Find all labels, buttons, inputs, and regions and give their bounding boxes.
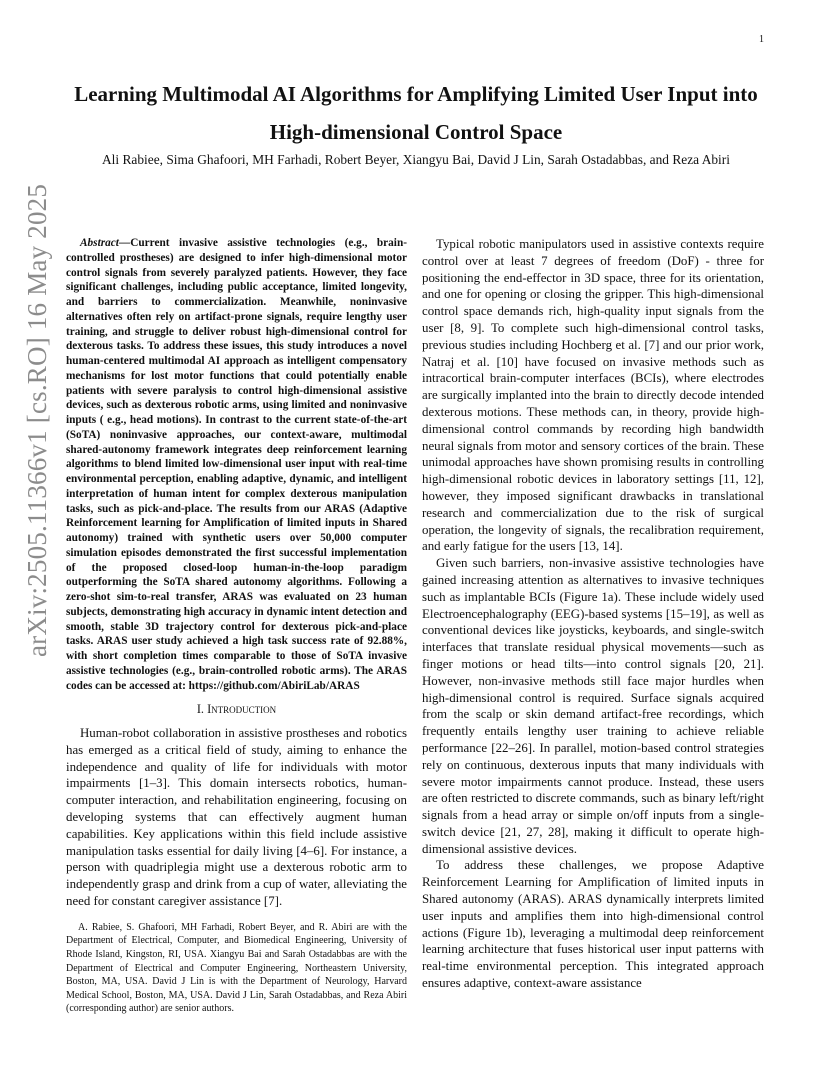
right-column <box>422 236 764 992</box>
left-column <box>66 236 407 1016</box>
abstract: Abstract—Current invasive assistive technologies (e.g., brain-controlled prostheses) are designed to infer high-dimensional motor control signals from severely paralyzed patients. However, they face significant challenges, including public acceptance, limited longevity, and barriers to commercialization. Meanwhile, noninvasive alternatives often rely on artifact-prone signals, require lengthy user training, and struggle to deliver robust high-dimensional control for dexterous tasks. To address these issues, this study introduces a novel human-centered multimodal AI approach as intelligent compensatory mechanisms for lost motor functions that could potentially enable patients with severe paralysis to control high-dimensional assistive devices, such as dexterous robotic arms, using limited and noninvasive inputs ( e.g., head motions). In contrast to the current state-of-the-art (SoTA) noninvasive approaches, our context-aware, multimodal shared-autonomy framework integrates deep reinforcement learning algorithms to blend limited low-dimensional user input with real-time environmental perception, enabling adaptive, dynamic, and intelligent interpretation of human intent for complex dexterous manipulation tasks, such as pick-and-place. The results from our ARAS (Adaptive Reinforcement learning for Amplification of limited inputs in Shared autonomy) trained with synthetic users over 50,000 computer simulation episodes demonstrated the first successful implementation of the proposed closed-loop human-in-the-loop paradigm outperforming the SoTA shared autonomy algorithms. Following a zero-shot sim-to-real transfer, ARAS was evaluated on 23 human subjects, demonstrating high accuracy in dynamic intent detection and smooth, stable 3D trajectory control for dexterous pick-and-place tasks. ARAS user study achieved a high task success rate of 92.88%, with short completion times comparable to those of SoTA invasive assistive technologies (e.g., brain-controlled robotic arms). The ARAS codes can be accessed at: https://github.com/AbiriLab/ARAS <box>66 237 407 692</box>
intro-paragraph: Human-robot collaboration in assistive prostheses and robotics has emerged as a critical field of study, aiming to enhance the independence and quality of life for individuals with motor impairments [1–3]. This domain intersects robotics, human-computer interaction, and rehabilitation engineering, focusing on developing systems that can effectively augment human capabilities. Key applications within this field include assistive manipulation tasks essential for daily living [4–6]. For instance, a person with quadriplegia might use a dexterous robotic arm to independently grasp and drink from a cup of water, alleviating the need for constant caregiver assistance [7]. <box>66 726 407 909</box>
arxiv-identifier-stamp[interactable]: arXiv:2505.11366v1 [cs.RO] 16 May 2025 <box>22 183 52 657</box>
paper-title: Learning Multimodal AI Algorithms for Amplifying Limited User Input into High-dimensional Control Space <box>74 82 758 144</box>
section-heading-introduction <box>66 701 407 718</box>
page-number: 1 <box>759 34 764 45</box>
section-title: Introduction <box>207 702 277 717</box>
body-paragraph: Typical robotic manipulators used in assistive contexts require control over at least 7 degrees of freedom (DoF) - three for positioning the end-effector in 3D space, three for its orientation, and one for opening or closing the gripper. This high-dimensional control space demands rich, high-quality input signals from the user [8, 9]. To complete such high-dimensional control tasks, previous studies including Hochberg et al. [7] and our prior work, Natraj et al. [10] have focused on invasive methods such as intracortical brain-computer interfaces (BCIs), where electrodes are surgically implanted into the brain to directly decode intended dexterous motions. These methods can, in theory, provide high-dimensional control commands by recording high bandwidth neural signals from motor and sensory cortices of the brain. These unimodal approaches have shown promising results in controlling high-dimensional robotic devices in laboratory settings [11, 12], however, they imposed significant drawbacks in translational research and commercialization due to the risk of surgical operation, the longevity of signals, the recalibration requirement, and early fatigue for the users [13, 14]. <box>422 237 764 554</box>
body-paragraph: Given such barriers, non-invasive assistive technologies have gained increasing attention as alternatives to invasive techniques such as implantable BCIs (Figure 1a). These include widely used Electroencephalography (EEG)-based systems [15–19], as well as conventional devices like joysticks, keyboards, and single-switch interfaces that translate residual physical movements—such as finger motions or head tilts—into control signals [20, 21]. However, non-invasive methods still face major hurdles when high-dimensional control is required. Surface signals acquired from the scalp or skin demand artifact-free recordings, which frequently entails lengthy user training to achieve reliable performance [22–26]. In parallel, motion-based control strategies rely on continuous, dexterous inputs that many individuals with severe motor impairments cannot produce. Instead, these users are often restricted to discrete commands, such as binary left/right signals from a head array or simple on/off inputs from a single-switch device [21, 27, 28], making it difficult to operate high-dimensional assistive devices. <box>422 556 764 856</box>
author-affiliation-footnote: A. Rabiee, S. Ghafoori, MH Farhadi, Robert Beyer, and R. Abiri are with the Department of Electrical, Computer, and Biomedical Engineering, University of Rhode Island, Kingston, RI, USA. Xiangyu Bai and Sarah Ostadabbas are with the Department of Electrical and Computer Engineering, Northeastern University, Boston, MA, USA. David J Lin is with the Department of Neurology, Harvard Medical School, Boston, MA, USA. David J Lin, Sarah Ostadabbas, and Reza Abiri (corresponding author) are senior authors. <box>66 921 407 1015</box>
author-list: Ali Rabiee, Sima Ghafoori, MH Farhadi, Robert Beyer, Xiangyu Bai, David J Lin, Sarah Ostadabbas, and Reza Abiri <box>102 152 730 167</box>
section-numeral: I. <box>196 702 204 717</box>
abstract-text: Current invasive assistive technologies (e.g., brain-controlled prostheses) are designed to infer high-dimensional motor control signals from severely paralyzed patients. However, they face significant challenges, including public acceptance, limited longevity, and barriers to commercialization. Meanwhile, noninvasive alternatives often rely on artifact-prone signals, require lengthy user training, and struggle to deliver robust high-dimensional control for dexterous tasks. To address these issues, this study introduces a novel human-centered multimodal AI approach as intelligent compensatory mechanisms for lost motor functions that could potentially enable patients with severe paralysis to control high-dimensional assistive devices, such as dexterous robotic arms, using limited and noninvasive inputs ( e.g., head motions). In contrast to the current state-of-the-art (SoTA) noninvasive approaches, our context-aware, multimodal shared-autonomy framework integrates deep reinforcement learning algorithms to blend limited low-dimensional user input with real-time environmental perception, enabling adaptive, dynamic, and intelligent interpretation of human intent for complex dexterous manipulation tasks, such as pick-and-place. The results from our ARAS (Adaptive Reinforcement learning for Amplification of limited inputs in Shared autonomy) trained with synthetic users over 50,000 computer simulation episodes demonstrated the first successful implementation of the proposed closed-loop human-in-the-loop paradigm outperforming the SoTA shared autonomy algorithms. Following a zero-shot sim-to-real transfer, ARAS was evaluated on 23 human subjects, demonstrating high accuracy in dynamic intent detection and smooth, stable 3D trajectory control for dexterous pick-and-place tasks. ARAS user study achieved a high task success rate of 92.88%, with short completion times comparable to those of SoTA invasive assistive technologies (e.g., brain-controlled robotic arms). The ARAS codes can be accessed at: https://github.com/AbiriLab/ARAS <box>66 237 407 692</box>
abstract-heading: Abstract <box>80 237 119 249</box>
body-paragraph: To address these challenges, we propose Adaptive Reinforcement Learning for Amplification of limited inputs in Shared autonomy (ARAS). ARAS dynamically interprets limited user inputs and amplifies them into high-dimensional control actions (Figure 1b), leveraging a multimodal deep reinforcement learning architecture that fuses historical user input patterns with real-time environmental perception. This integrated approach ensures adaptive, context-aware assistance <box>422 858 764 991</box>
